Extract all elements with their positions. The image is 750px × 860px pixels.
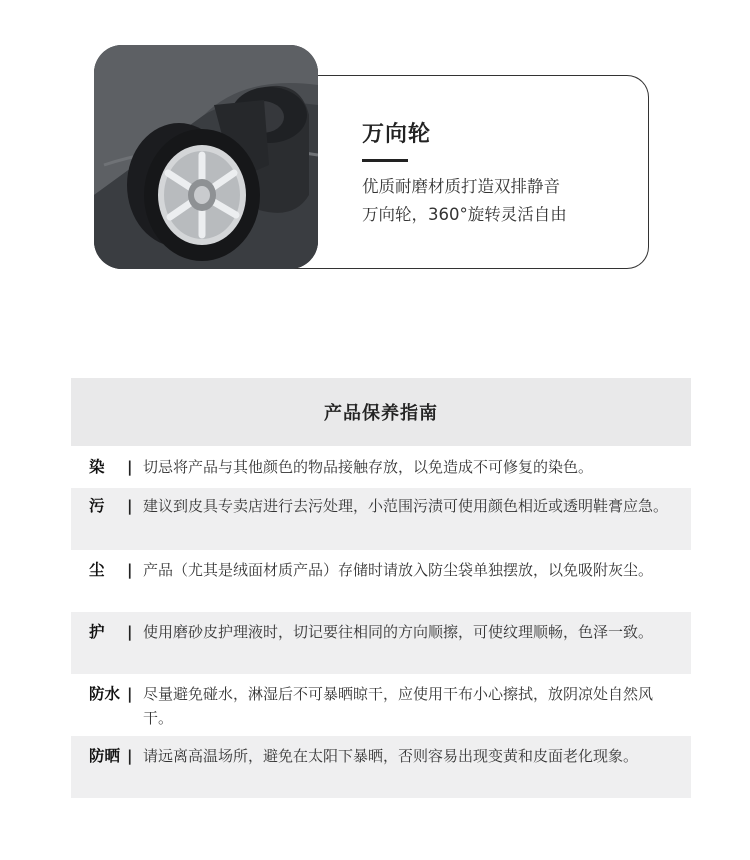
care-separator: |: [127, 458, 133, 476]
care-label: 尘: [89, 561, 105, 579]
care-text: 产品（尤其是绒面材质产品）存储时请放入防尘袋单独摆放，以免吸附灰尘。: [143, 561, 654, 579]
feature-card: [94, 45, 650, 269]
care-text: 请远离高温场所，避免在太阳下暴晒，否则容易出现变黄和皮面老化现象。: [143, 747, 639, 765]
care-separator: |: [127, 623, 133, 641]
care-row-stain: [71, 488, 691, 550]
care-label: 护: [89, 623, 105, 641]
care-guide-title: 产品保养指南: [324, 403, 438, 424]
care-label: 防晒: [89, 747, 121, 765]
care-label: 防水: [89, 685, 121, 703]
wheel-image: [94, 45, 318, 269]
spinner-wheel-illustration: [94, 45, 318, 269]
feature-text-box: [290, 75, 649, 269]
care-separator: |: [127, 561, 133, 579]
care-label: 染: [89, 458, 105, 476]
care-separator: |: [127, 747, 133, 765]
care-separator: |: [127, 497, 133, 515]
feature-desc-line: 优质耐磨材质打造双排静音: [362, 177, 560, 196]
care-text: 切忌将产品与其他颜色的物品接触存放，以免造成不可修复的染色。: [143, 458, 594, 476]
feature-title: 万向轮: [362, 122, 432, 147]
title-underline: [362, 159, 408, 162]
care-row-sunproof: [71, 736, 691, 798]
care-text: 建议到皮具专卖店进行去污处理，小范围污渍可使用颜色相近或透明鞋膏应急。: [143, 497, 669, 515]
care-label: 污: [89, 497, 105, 515]
care-text: 使用磨砂皮护理液时，切记要往相同的方向顺擦，可使纹理顺畅，色泽一致。: [143, 623, 654, 641]
care-row-waterproof: [71, 674, 691, 736]
feature-description: [362, 173, 632, 229]
care-text: 尽量避免碰水，淋湿后不可暴晒晾干，应使用干布小心擦拭，放阴凉处自然风干。: [143, 685, 654, 727]
care-guide-header: [71, 378, 691, 446]
care-row-dye: [71, 454, 691, 479]
care-row-dust: [71, 550, 691, 612]
care-separator: |: [127, 685, 133, 703]
care-guide: [71, 378, 691, 798]
feature-desc-line: 万向轮，360°旋转灵活自由: [362, 205, 567, 224]
care-row-care: [71, 612, 691, 674]
